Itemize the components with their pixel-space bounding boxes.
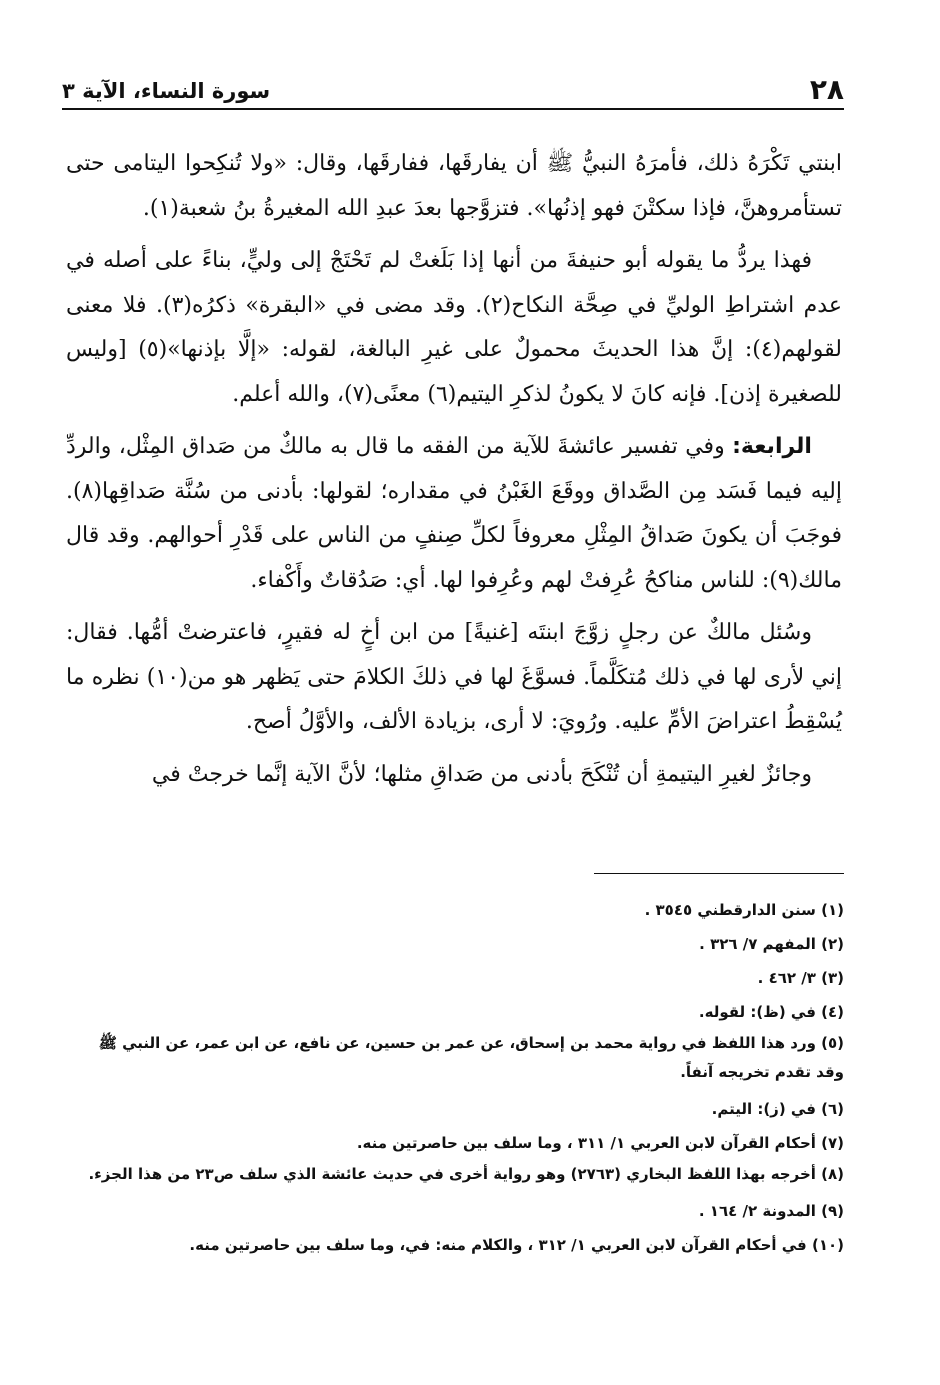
footnote-2: (٢) المفهم ٧/ ٣٢٦ . <box>699 935 844 953</box>
footnote-9: (٩) المدونة ٢/ ١٦٤ . <box>698 1202 844 1220</box>
running-header <box>62 64 844 108</box>
paragraph-5: وجائزٌ لغيرِ اليتيمةِ أن تُنْكَحَ بأدنى من صَداقِ مثلها؛ لأنَّ الآية إنَّما خرجتْ في <box>151 761 812 787</box>
footnote-8: (٨) أخرجه بهذا اللفظ البخاري (٢٧٦٣) وهو رواية أخرى في حديث عائشة الذي سلف ص٢٣ من هذا الجزء. <box>88 1165 844 1183</box>
footnotes <box>66 893 844 1262</box>
paragraph-4: وسُئل مالكٌ عن رجلٍ زوَّجَ ابنتَه [غنيةً] من ابن أخٍ له فقيرٍ، فاعترضتْ أمُّها. فقال: إني لأرى لها في ذلك مُتكَلَّماً. فسوَّغَ لها في ذلكَ الكلامَ حتى يَظهر هو من(١٠) نظره ما يُسْقِطُ اعتراضَ الأمِّ عليه. ورُويَ: لا أرى، بزيادة الألف، والأوَّلُ أصح. <box>66 620 842 734</box>
paragraph-1: ابنتي تَكْرَهُ ذلك، فأمرَهُ النبيُّ ﷺ أن يفارقَها، ففارقَها، وقال: «ولا تُنكِحوا اليتامى حتى تستأمروهنَّ، فإذا سكتْنَ فهو إذنُها». فتزوَّجها بعدَ عبدِ الله المغيرةُ بنُ شعبة(١). <box>66 151 842 221</box>
paragraph-3 <box>66 425 842 603</box>
running-title: سورة النساء، الآية ٣ <box>62 79 271 103</box>
footnote-1: (١) سنن الدارقطني ٣٥٤٥ . <box>644 901 844 919</box>
paragraph-lead-word: الرابعة: <box>732 434 812 459</box>
footnote-10: (١٠) في أحكام القرآن لابن العربي ١/ ٣١٢ ، والكلام منه: في، وما سلف بين حاصرتين منه. <box>189 1236 844 1254</box>
paragraph-3-text: وفي تفسير عائشةَ للآية من الفقه ما قال به مالكٌ من صَداق المِثْل، والردِّ إليه فيما فَسَد مِن الصَّداق ووقَعَ الغَبْنُ في مقداره؛ لقولها: بأدنى من سُنَّة صَداقِها(٨). فوجَبَ أن يكونَ صَداقُ المِثْلِ معروفاً لكلِّ صِنفٍ من الناس على قَدْرِ أحوالهم. وقد قال مالك(٩): للناس مناكحُ عُرِفتْ لهم وعُرِفوا لها. أي: صَدُقاتٌ وأَكْفاء. <box>66 434 842 593</box>
footnote-5: (٥) ورد هذا اللفظ في رواية محمد بن إسحاق، عن عمر بن حسين، عن نافع، عن ابن عمر، عن النبي ﷺ وقد تقدم تخريجه آنفاً. <box>98 1034 844 1081</box>
footnote-rule <box>594 873 844 874</box>
footnote-4: (٤) في (ظ): لقوله. <box>698 1003 844 1021</box>
footnote-3: (٣) ٣/ ٤٦٢ . <box>757 969 844 987</box>
paragraph-2: فهذا يردُّ ما يقوله أبو حنيفةَ من أنها إذا بَلَغتْ لم تَحْتَجْ إلى وليٍّ، بناءً على أصله في عدم اشتراطِ الوليِّ في صِحَّة النكاح(٢). وقد مضى في «البقرة» ذكرُه(٣). فلا معنى لقولهم(٤): إنَّ هذا الحديثَ محمولٌ على غيرِ البالغة، لقوله: «إلَّا بإذنها»(٥) [وليس للصغيرة إذن]. فإنه كانَ لا يكونُ لذكرِ اليتيم(٦) معنًى(٧)، والله أعلم. <box>66 248 842 407</box>
page-number: ٢٨ <box>809 73 844 106</box>
footnote-6: (٦) في (ز): اليتم. <box>711 1100 844 1118</box>
footnote-7: (٧) أحكام القرآن لابن العربي ١/ ٣١١ ، وما سلف بين حاصرتين منه. <box>356 1134 844 1152</box>
header-rule <box>62 108 844 110</box>
main-text <box>66 142 842 805</box>
